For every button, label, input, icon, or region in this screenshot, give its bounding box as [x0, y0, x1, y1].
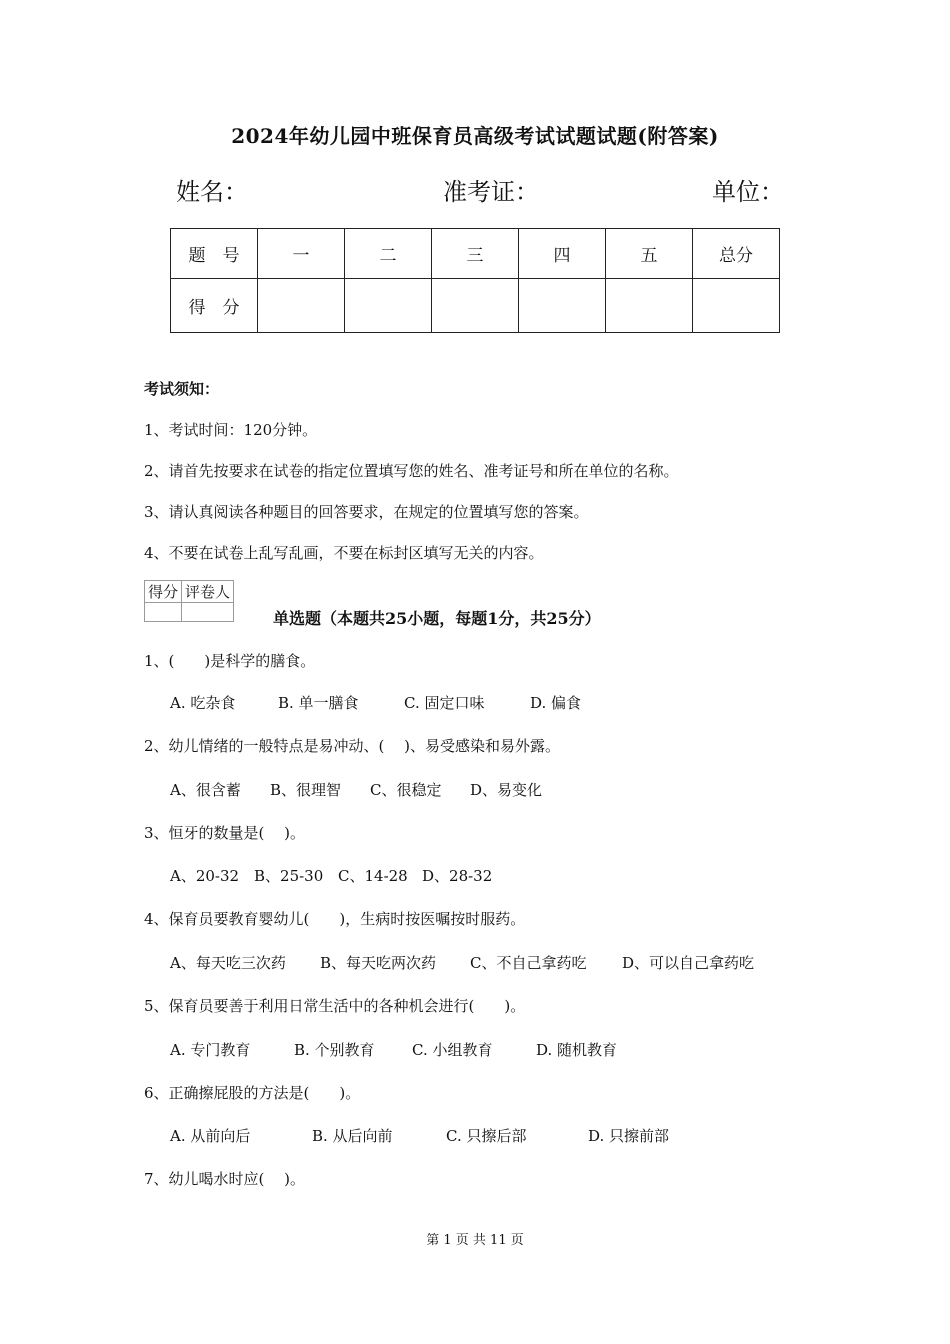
option[interactable]: C、14-28 [338, 867, 408, 885]
score-table [170, 228, 780, 333]
option[interactable]: D、易变化 [470, 781, 543, 799]
option[interactable]: B、每天吃两次药 [320, 954, 437, 972]
question-options [170, 865, 492, 886]
section-heading: 单选题（本题共25小题，每题1分，共25分） [273, 609, 601, 628]
grader-reviewer-label: 评卷人 [182, 581, 234, 603]
score-cell[interactable] [345, 279, 432, 333]
score-cell[interactable] [258, 279, 345, 333]
score-row-label: 得 分 [171, 279, 258, 333]
option[interactable]: A. 从前向后 [170, 1127, 251, 1145]
grader-box [144, 580, 234, 622]
score-table-header-cell: 一 [258, 229, 345, 279]
option[interactable]: A. 专门教育 [170, 1041, 251, 1059]
question-text: 4、保育员要教育婴幼儿( )，生病时按医嘱按时服药。 [144, 910, 526, 928]
option[interactable]: D. 偏食 [530, 694, 582, 712]
name-field-label: 姓名： [176, 178, 248, 206]
option[interactable]: A、每天吃三次药 [170, 954, 286, 972]
score-cell[interactable] [432, 279, 519, 333]
question-options [170, 952, 754, 973]
score-table-header-cell: 总分 [693, 229, 780, 279]
option[interactable]: C. 固定口味 [404, 694, 485, 712]
grader-score-label: 得分 [145, 581, 182, 603]
question-text: 1、( )是科学的膳食。 [144, 652, 316, 670]
option[interactable]: C、不自己拿药吃 [470, 954, 587, 972]
notice-item: 2、请首先按要求在试卷的指定位置填写您的姓名、准考证号和所在单位的名称。 [144, 462, 679, 480]
question-text: 5、保育员要善于利用日常生活中的各种机会进行( )。 [144, 997, 526, 1015]
option[interactable]: B、很理智 [270, 781, 342, 799]
question-text: 7、幼儿喝水时应( )。 [144, 1170, 306, 1188]
question-options [170, 1125, 669, 1146]
option[interactable]: D. 只擦前部 [588, 1127, 670, 1145]
score-table-header-cell: 题 号 [171, 229, 258, 279]
question-options [170, 779, 542, 800]
notice-item: 1、考试时间：120分钟。 [144, 421, 318, 439]
score-cell[interactable] [693, 279, 780, 333]
page-footer: 第 1 页 共 11 页 [426, 1233, 524, 1248]
option[interactable]: B、25-30 [254, 867, 324, 885]
grader-reviewer-cell[interactable] [182, 603, 234, 622]
score-table-header-cell: 五 [606, 229, 693, 279]
option[interactable]: B. 单一膳食 [278, 694, 359, 712]
question-options [170, 1039, 617, 1060]
option[interactable]: C. 小组教育 [412, 1041, 493, 1059]
option[interactable]: D、28-32 [422, 867, 493, 885]
option[interactable]: C. 只擦后部 [446, 1127, 527, 1145]
grader-score-cell[interactable] [145, 603, 182, 622]
notice-item: 4、不要在试卷上乱写乱画，不要在标封区填写无关的内容。 [144, 544, 544, 562]
notice-heading: 考试须知： [144, 380, 220, 398]
score-cell[interactable] [519, 279, 606, 333]
option[interactable]: D、可以自己拿药吃 [622, 954, 755, 972]
option[interactable]: C、很稳定 [370, 781, 442, 799]
question-text: 2、幼儿情绪的一般特点是易冲动、( )、易受感染和易外露。 [144, 737, 561, 755]
score-table-header-row [171, 229, 780, 279]
unit-field-label: 单位： [712, 178, 784, 206]
notice-item: 3、请认真阅读各种题目的回答要求，在规定的位置填写您的答案。 [144, 503, 589, 521]
option[interactable]: A、很含蓄 [170, 781, 241, 799]
score-table-score-row [171, 279, 780, 333]
option[interactable]: B. 个别教育 [294, 1041, 375, 1059]
score-table-header-cell: 三 [432, 229, 519, 279]
option[interactable]: B. 从后向前 [312, 1127, 393, 1145]
question-text: 3、恒牙的数量是( )。 [144, 824, 306, 842]
score-table-header-cell: 二 [345, 229, 432, 279]
exam-number-field-label: 准考证： [443, 178, 539, 206]
question-text: 6、正确擦屁股的方法是( )。 [144, 1084, 361, 1102]
score-table-header-cell: 四 [519, 229, 606, 279]
score-cell[interactable] [606, 279, 693, 333]
document-title: 2024年幼儿园中班保育员高级考试试题试题(附答案) [231, 124, 719, 148]
question-options [170, 692, 581, 713]
option[interactable]: D. 随机教育 [536, 1041, 618, 1059]
option[interactable]: A、20-32 [170, 867, 240, 885]
option[interactable]: A. 吃杂食 [170, 694, 236, 712]
